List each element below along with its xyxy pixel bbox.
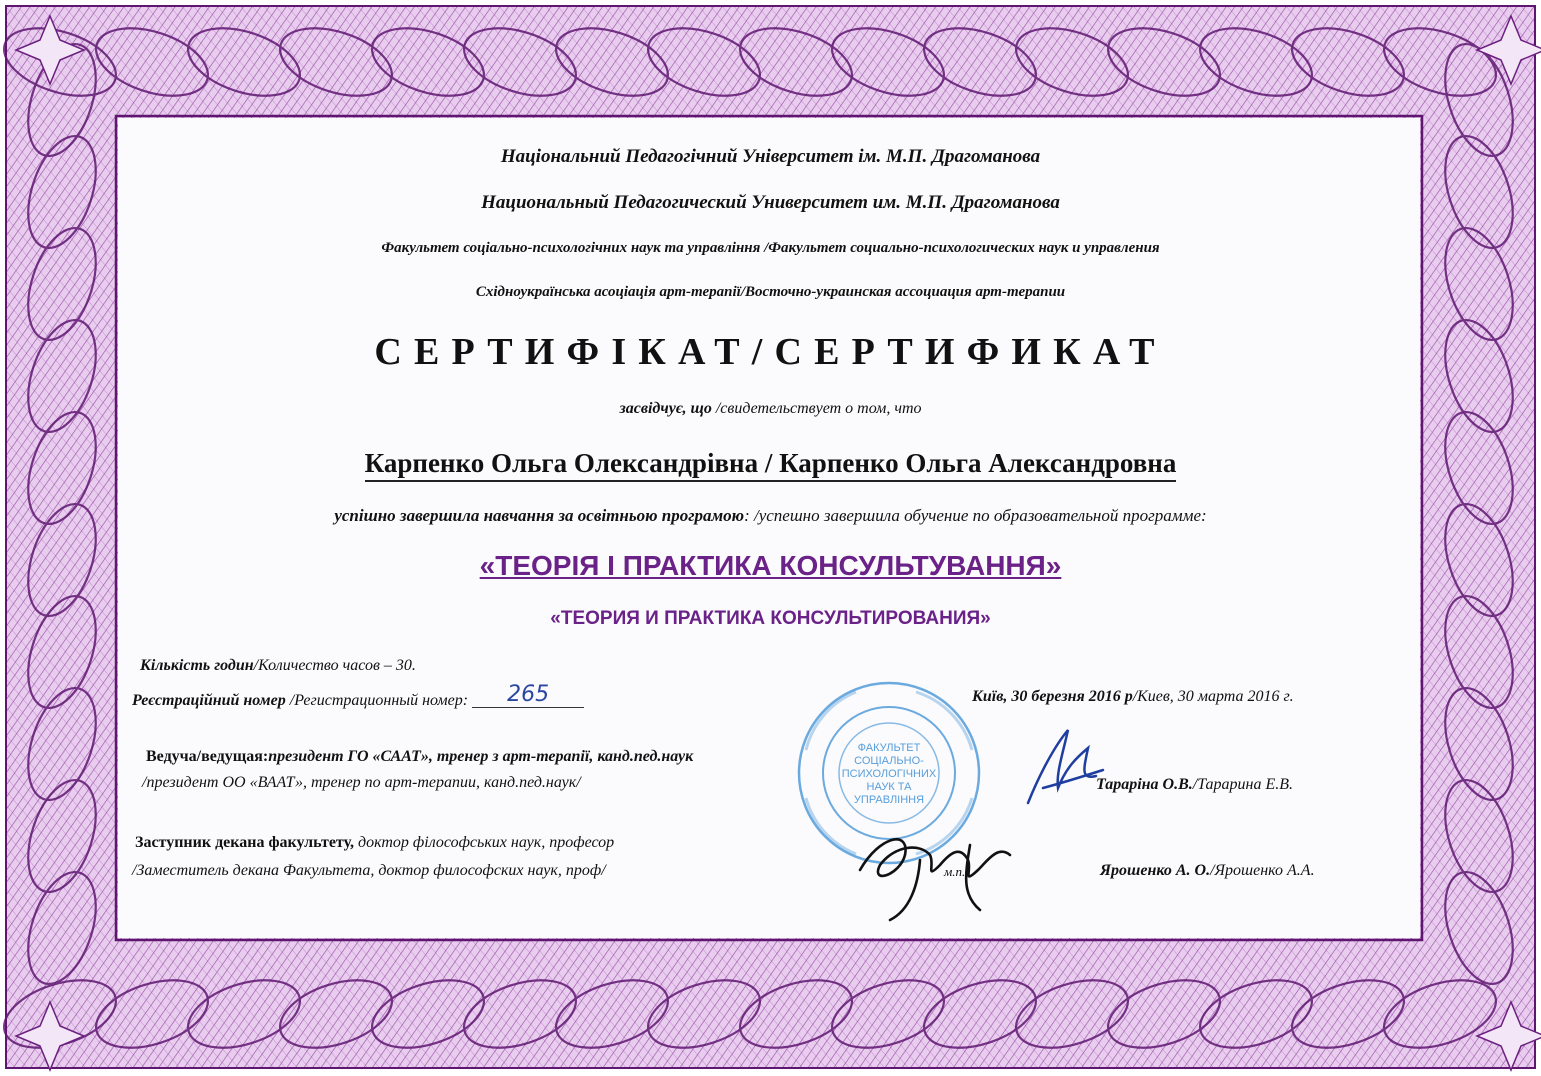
hours-label-ua: Кількість годин: [140, 657, 254, 674]
completed-ua: успішно завершила навчання за освітньою програмою: [334, 506, 745, 525]
instructor-role-ru: /президент ОО «ВААТ», тренер по арт-терапии, канд.пед.наук/: [142, 774, 581, 791]
date-ua: Київ, 30 березня 2016 р: [972, 688, 1133, 705]
deputy-title-line: [135, 834, 614, 852]
university-name-ru: Национальный Педагогический Университет им. М.П. Драгоманова: [481, 192, 1060, 213]
certifies-ru: /свидетельствует о том, что: [711, 400, 922, 417]
registration-number: 265: [472, 682, 584, 708]
instructor-signature: [1008, 718, 1108, 818]
stamp-text-line: НАУК ТА: [866, 781, 912, 793]
seal-placeholder: м.п.: [944, 864, 966, 879]
deputy-name-ru: /Ярошенко А.А.: [1210, 862, 1315, 879]
deputy-label-ua: Заступник декана факультету,: [135, 834, 354, 851]
program-title-ua: «ТЕОРІЯ І ПРАКТИКА КОНСУЛЬТУВАННЯ»: [479, 550, 1062, 581]
deputy-name-ua: Ярошенко А. О.: [1100, 862, 1211, 879]
stamp-text-line: ФАКУЛЬТЕТ: [857, 742, 921, 754]
certifies-ua: засвідчує, що: [619, 400, 712, 417]
date-ru: /Киев, 30 марта 2016 г.: [1132, 688, 1294, 705]
instructor-name-ru: /Тарарина Е.В.: [1192, 776, 1293, 793]
faculty-name: Факультет соціально-психологічних наук та управління /Факультет социально-психологических наук и управления: [381, 240, 1160, 256]
instructor-role-label: Ведуча/ведущая:: [146, 748, 269, 765]
stamp-text-line: СОЦІАЛЬНО-: [854, 755, 924, 767]
registration-label-ua: Реєстраційний номер: [132, 692, 286, 709]
deputy-title-ua: доктор філософських наук, професор: [353, 834, 615, 851]
deputy-name-line: [1100, 862, 1315, 880]
registration-line: [132, 682, 584, 712]
university-name-ua: Національний Педагогічний Університет ім. М.П. Драгоманова: [500, 146, 1041, 167]
certificate-title: СЕРТИФІКАТ/СЕРТИФИКАТ: [374, 331, 1167, 373]
certifies-line: [0, 400, 1541, 418]
hours-label-ru: /Количество часов – 30.: [253, 657, 416, 674]
instructor-name-ua: Тараріна О.В.: [1096, 776, 1193, 793]
registration-label-ru: /Регистрационный номер:: [285, 692, 469, 709]
instructor-role-ua: президент ГО «САAT», тренер з арт-терапії, канд.пед.наук: [268, 748, 694, 765]
recipient-name: Карпенко Ольга Олександрівна / Карпенко Ольга Александровна: [365, 448, 1177, 482]
deputy-title-ru: /Заместитель декана Факультета, доктор философских наук, проф/: [132, 862, 606, 879]
completed-ru: : /успешно завершила обучение по образовательной программе:: [744, 506, 1207, 525]
completed-line: [0, 506, 1541, 526]
stamp-text-line: УПРАВЛІННЯ: [853, 794, 925, 806]
recipient-block: [0, 448, 1541, 482]
date-line: [972, 688, 1294, 706]
instructor-name-line: [1096, 776, 1293, 794]
instructor-role-line: [146, 748, 693, 766]
association-name: Східноукраїнська асоціація арт-терапії/Восточно-украинская ассоциация арт-терапии: [475, 284, 1066, 300]
hours-line: [140, 657, 416, 675]
program-title-ru: «ТЕОРИЯ И ПРАКТИКА КОНСУЛЬТИРОВАНИЯ»: [550, 608, 991, 629]
stamp-text-line: ПСИХОЛОГІЧНИХ: [841, 768, 937, 780]
deputy-signature: [850, 815, 1020, 925]
